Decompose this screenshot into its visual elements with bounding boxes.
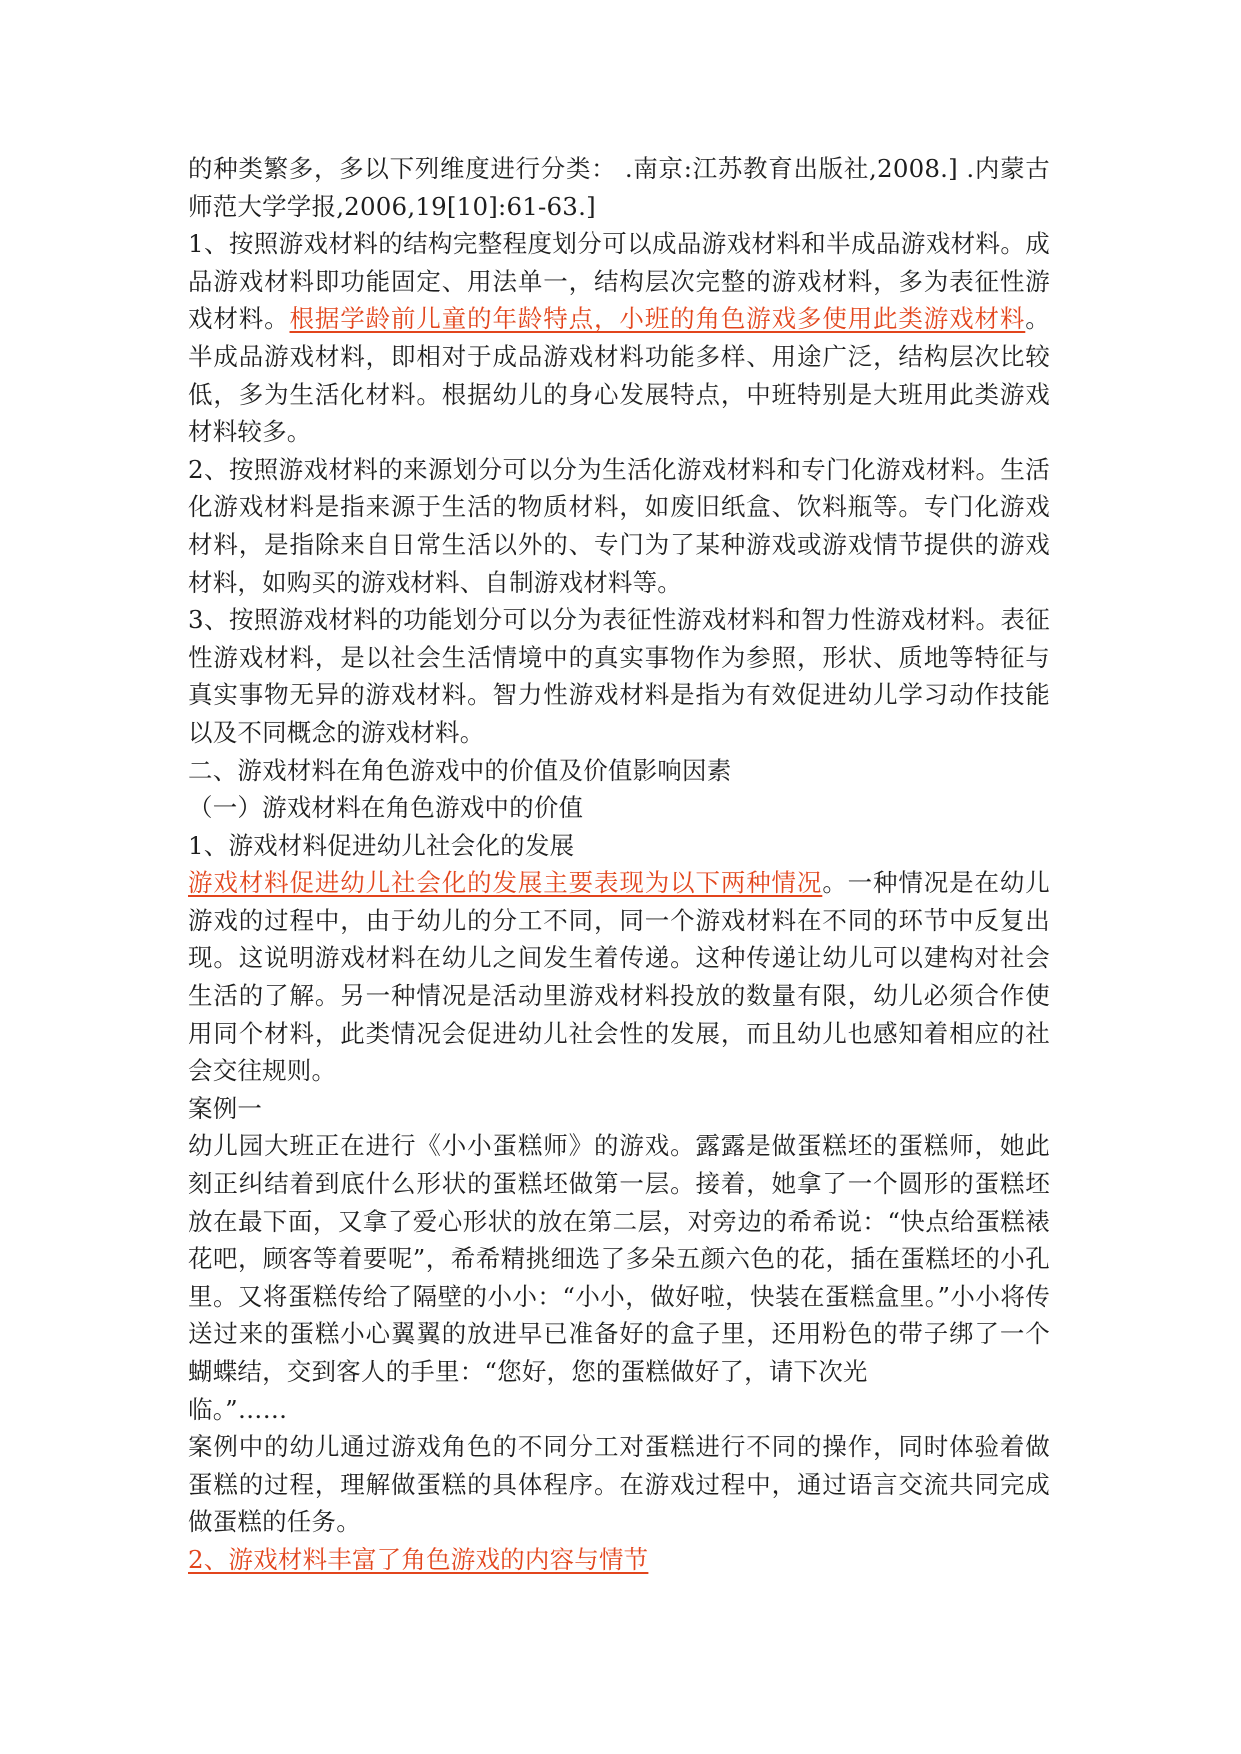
- document-page: [188, 150, 1050, 1579]
- case-analysis-text: 案例中的幼儿通过游戏角色的不同分工对蛋糕进行不同的操作，同时体验着做蛋糕的过程，理解做蛋糕的具体程序。在游戏过程中，通过语言交流共同完成做蛋糕的任务。: [188, 1432, 1050, 1537]
- subsection-1-heading: （一）游戏材料在角色游戏中的价值: [188, 793, 584, 823]
- item-2-text: 2、按照游戏材料的来源划分可以分为生活化游戏材料和专门化游戏材料。生活化游戏材料是指来源于生活的物质材料，如废旧纸盒、饮料瓶等。专门化游戏材料，是指除来自日常生活以外的、专门为了某种游戏或游戏情节提供的游戏材料，如购买的游戏材料、自制游戏材料等。: [188, 454, 1050, 597]
- case-text: 幼儿园大班正在进行《小小蛋糕师》的游戏。露露是做蛋糕坯的蛋糕师，她此刻正纠结着到底什么形状的蛋糕坯做第一层。接着，她拿了一个圆形的蛋糕坯放在最下面，又拿了爱心形状的放在第二层，对旁边的希希说：“快点给蛋糕裱花吧，顾客等着要呢”，希希精挑细选了多朵五颜六色的花，插在蛋糕坯的小孔里。又将蛋糕传给了隔壁的小小：“小小，做好啦，快装在蛋糕盒里。”小小将传送过来的蛋糕小心翼翼的放进早已准备好的盒子里，还用粉色的带子绑了一个蝴蝶结，交到客人的手里：“您好，您的蛋糕做好了，请下次光: [188, 1131, 1050, 1386]
- social-highlight: 游戏材料促进幼儿社会化的发展主要表现为以下两种情况: [188, 868, 823, 898]
- social-text-after: 。一种情况是在幼儿游戏的过程中，由于幼儿的分工不同，同一个游戏材料在不同的环节中反复出现。这说明游戏材料在幼儿之间发生着传递。这种传递让幼儿可以建构对社会生活的了解。另一种情况是活动里游戏材料投放的数量有限，幼儿必须合作使用同个材料，此类情况会促进幼儿社会性的发展，而且幼儿也感知着相应的社会交往规则。: [188, 868, 1050, 1086]
- item-1-paragraph: [188, 225, 1050, 451]
- item-2-paragraph: [188, 451, 1050, 601]
- item-3-paragraph: [188, 601, 1050, 751]
- case-analysis-paragraph: [188, 1428, 1050, 1541]
- case-title: 案例一: [188, 1093, 263, 1123]
- intro-paragraph: [188, 150, 1050, 225]
- case-paragraph: [188, 1127, 1050, 1390]
- item-3-text: 3、按照游戏材料的功能划分可以分为表征性游戏材料和智力性游戏材料。表征性游戏材料，是以社会生活情境中的真实事物作为参照，形状、质地等特征与真实事物无异的游戏材料。智力性游戏材料是指为有效促进幼儿学习动作技能以及不同概念的游戏材料。: [188, 605, 1050, 747]
- section-2-heading: 二、游戏材料在角色游戏中的价值及价值影响因素: [188, 755, 732, 785]
- point-2-heading-text: 2、游戏材料丰富了角色游戏的内容与情节: [188, 1544, 649, 1574]
- item-1-text-after: 。半成品游戏材料，即相对于成品游戏材料功能多样、用途广泛，结构层次比较低，多为生活化材料。根据幼儿的身心发展特点，中班特别是大班用此类游戏材料较多。: [188, 304, 1050, 447]
- point-2-heading: [188, 1541, 1050, 1579]
- item-1-text-before: 1、按照游戏材料的结构完整程度划分可以成品游戏材料和半成品游戏材料。成品游戏材料即功能固定、用法单一，结构层次完整的游戏材料，多为表征性游戏材料。: [188, 229, 1050, 334]
- social-paragraph: [188, 864, 1050, 1090]
- point-1-heading: 1、游戏材料促进幼儿社会化的发展: [188, 830, 575, 860]
- item-1-highlight: 根据学龄前儿童的年龄特点，小班的角色游戏多使用此类游戏材料: [289, 304, 1026, 334]
- intro-text: 的种类繁多，多以下列维度进行分类： .南京:江苏教育出版社,2008.] .内蒙古师范大学学报,2006,19[10]:61-63.]: [188, 154, 1050, 221]
- case-ending: 临。”……: [188, 1394, 288, 1424]
